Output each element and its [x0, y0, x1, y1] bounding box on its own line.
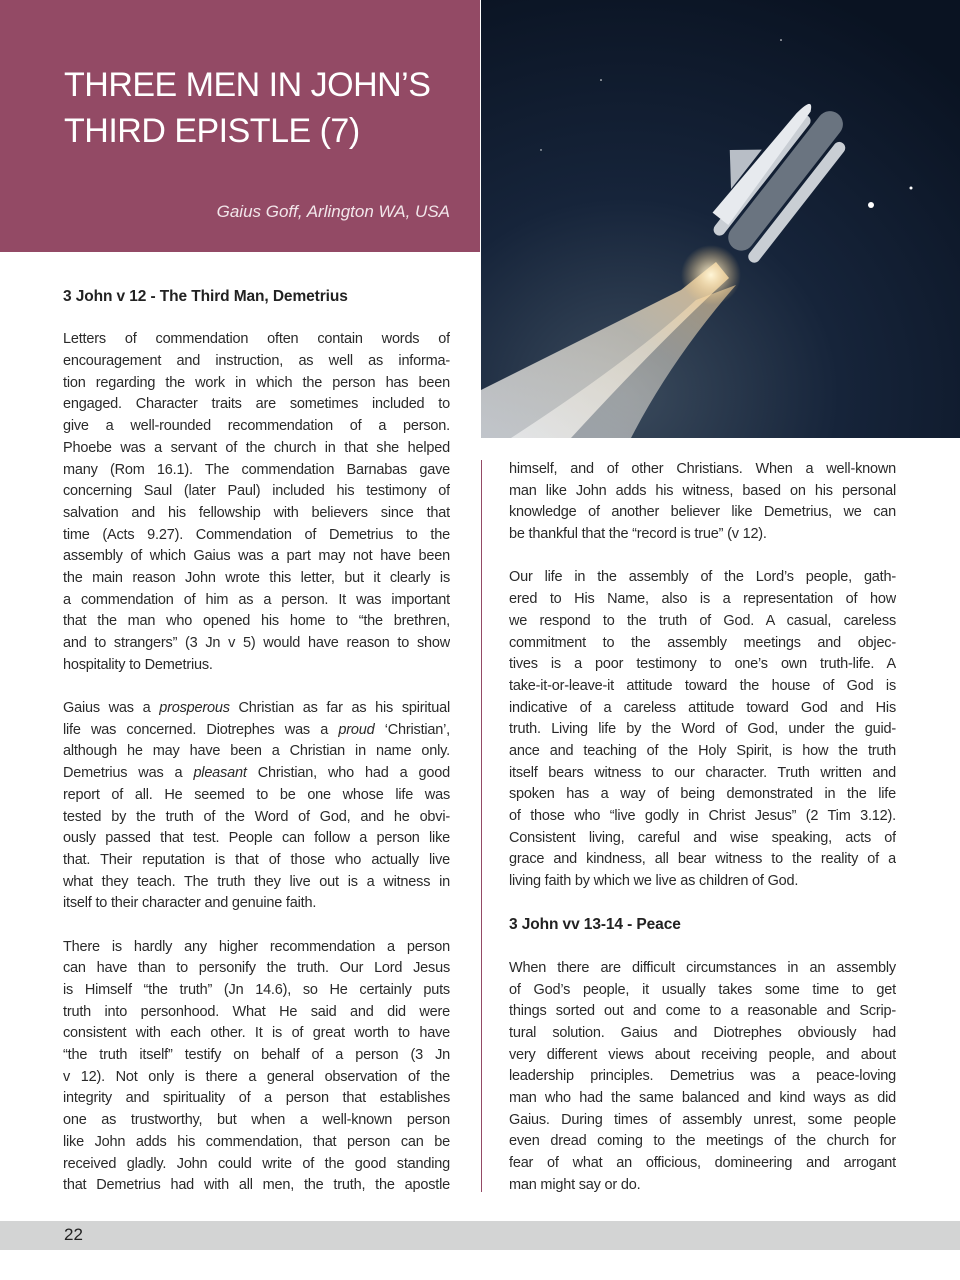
text-line: encouragement and instruction, as well as informa-: [63, 353, 450, 370]
text-line: tion regarding the work in which the person has been: [63, 374, 450, 391]
text-line: v 12). Not only is there a general observation of the: [63, 1068, 450, 1085]
text-line: we respond to the truth of God. A casual, careless: [509, 612, 896, 629]
text-line: engaged. Character traits are sometimes included to: [63, 396, 450, 413]
paragraph: [509, 958, 896, 1197]
text-line: Gaius. During times of assembly unrest, some people: [509, 1111, 896, 1128]
text-segment: Gaius was a: [63, 700, 160, 717]
text-line: knowledge of another believer like Demetrius, we can: [509, 504, 896, 521]
text-line: things sorted out and come to a reasonable and Scrip-: [509, 1003, 896, 1020]
text-segment: Christian, who had a good: [246, 765, 450, 782]
left-column: [63, 286, 450, 1219]
paragraph: [509, 567, 896, 892]
text-line: and to strangers” (3 Jn v 5) would have reason to show: [63, 635, 450, 651]
text-line: himself, and of other Christians. When a well-known: [509, 461, 896, 477]
emphasized-word: proud: [338, 721, 375, 738]
text-line: one as trustworthy, but when a well-known person: [63, 1112, 450, 1129]
text-line: [63, 698, 450, 720]
text-line: time (Acts 9.27). Commendation of Demetrius to the: [63, 526, 450, 543]
text-line: take-it-or-leave-it attitude toward the house of God is: [509, 677, 896, 694]
text-line: tural solution. Gaius and Diotrephes obviously had: [509, 1024, 896, 1041]
text-line: consistent with each other. It is of great worth to have: [63, 1025, 450, 1042]
text-segment: ‘Christian’,: [374, 721, 450, 738]
text-segment: Demetrius was a: [63, 765, 194, 782]
text-line: man might say or do.: [509, 1176, 641, 1193]
text-line: itself to their character and genuine faith.: [63, 895, 317, 912]
text-line: grace and kindness, all bear witness to the reality of a: [509, 851, 896, 868]
text-line: man who had the same balanced and kind ways as did: [509, 1089, 896, 1106]
text-line: like John adds his commendation, that person can be: [63, 1133, 450, 1150]
text-line: many (Rom 16.1). The commendation Barnabas gave: [63, 461, 450, 478]
paragraph: [509, 459, 896, 546]
text-line: ered to His Name, also is a representation of how: [509, 591, 896, 608]
text-line: truth into personhood. What He said and did were: [63, 1003, 450, 1020]
text-line: hospitality to Demetrius.: [63, 656, 213, 673]
text-segment: Christian as far as his spiritual: [229, 700, 450, 717]
text-line: received gladly. John could write of the good standing: [63, 1155, 450, 1172]
text-line: tives is a poor testimony to one’s own truth-life. A: [509, 656, 896, 673]
text-line: “the truth itself” testify on behalf of a person (3 Jn: [63, 1047, 450, 1064]
paragraph: [63, 698, 450, 915]
page-number: 22: [64, 1225, 83, 1244]
text-line: fear of what an officious, domineering and arrogant: [509, 1155, 896, 1171]
text-line: [63, 763, 450, 785]
emphasized-word: prosperous: [159, 700, 230, 717]
title-line: THREE MEN IN JOHN’S: [64, 66, 431, 104]
text-line: spoken has a way of being demonstrated in the life: [509, 786, 896, 803]
text-line: of those who “live godly in Christ Jesus” (2 Tim 3.12).: [509, 808, 896, 824]
text-line: living faith by which we live as children of God.: [509, 873, 799, 890]
text-line: concerning Saul (later Paul) included his testimony of: [63, 483, 450, 500]
page-footer: [0, 1221, 960, 1250]
text-line: even dread coming to the meetings of the church for: [509, 1133, 896, 1150]
text-line: report of all. He seemed to be one whose life was: [63, 786, 450, 803]
text-line: the main reason John wrote this letter, but it clearly is: [63, 569, 450, 586]
emphasized-word: pleasant: [193, 765, 247, 782]
text-line: Our life in the assembly of the Lord’s people, gath-: [509, 569, 896, 586]
text-line: ance and teaching of the Holy Spirit, is how the truth: [509, 742, 896, 759]
text-line: indicative of a careless attitude toward God and His: [509, 699, 896, 716]
text-line: although he may have been a Christian in name only.: [63, 743, 450, 760]
text-line: There is hardly any higher recommendation a person: [63, 938, 450, 955]
article-header: [0, 0, 480, 252]
paragraph: [63, 329, 450, 676]
text-line: be thankful that the “record is true” (v 12).: [509, 526, 767, 543]
author-byline: Gaius Goff, Arlington WA, USA: [216, 202, 450, 221]
text-line: Letters of commendation often contain words of: [63, 331, 450, 348]
text-line: that. Their reputation is that of those who actually live: [63, 851, 450, 868]
text-line: give a well-rounded recommendation of a person.: [63, 418, 450, 435]
text-segment: life was concerned. Diotrephes was a: [63, 721, 339, 738]
section-heading: 3 John v 12 - The Third Man, Demetrius: [63, 288, 348, 305]
text-line: salvation and his fellowship with believers since that: [63, 504, 450, 521]
text-line: assembly of which Gaius was a part may not have been: [63, 548, 450, 565]
text-line: of God’s people, it usually takes some time to get: [509, 981, 896, 998]
text-line: When there are difficult circumstances in an assembly: [509, 959, 896, 976]
text-line: tested by the truth of the Word of God, and he obvi-: [63, 808, 450, 825]
text-line: Consistent living, careful and wise speaking, acts of: [509, 829, 896, 846]
text-line: integrity and spirituality of a person that establishes: [63, 1090, 450, 1107]
text-line: [63, 720, 450, 742]
title-line: THIRD EPISTLE (7): [64, 112, 360, 150]
text-line: leadership principles. Demetrius was a peace-loving: [509, 1068, 896, 1085]
text-line: a commendation of him as a person. It was important: [63, 591, 450, 608]
right-column: [509, 459, 896, 1218]
text-line: Phoebe was a servant of the church in that she helped: [63, 439, 450, 456]
text-line: man like John adds his witness, based on his personal: [509, 482, 896, 499]
section-heading: 3 John vv 13-14 - Peace: [509, 916, 681, 934]
text-line: is Himself “the truth” (Jn 14.6), so He certainly puts: [63, 982, 450, 998]
text-line: itself bears witness to our character. Truth written and: [509, 764, 896, 781]
space-shuttle-launch-photo: [481, 0, 960, 438]
text-line: very different views about receiving people, and about: [509, 1046, 896, 1063]
text-line: that Demetrius had with all men, the truth, the apostle: [63, 1177, 450, 1194]
column-divider: [481, 460, 482, 1192]
article-title: [64, 62, 430, 154]
text-line: what they teach. The truth they live out is a witness in: [63, 873, 450, 890]
text-line: commitment to the assembly meetings and objec-: [509, 634, 896, 651]
paragraph: [63, 937, 450, 1197]
text-line: can have than to personify the truth. Our Lord Jesus: [63, 960, 450, 977]
text-line: ously passed that test. People can follow a person like: [63, 830, 450, 847]
text-line: that the man who opened his home to “the brethren,: [63, 613, 450, 630]
text-line: truth. Living life by the Word of God, under the guid-: [509, 721, 896, 738]
